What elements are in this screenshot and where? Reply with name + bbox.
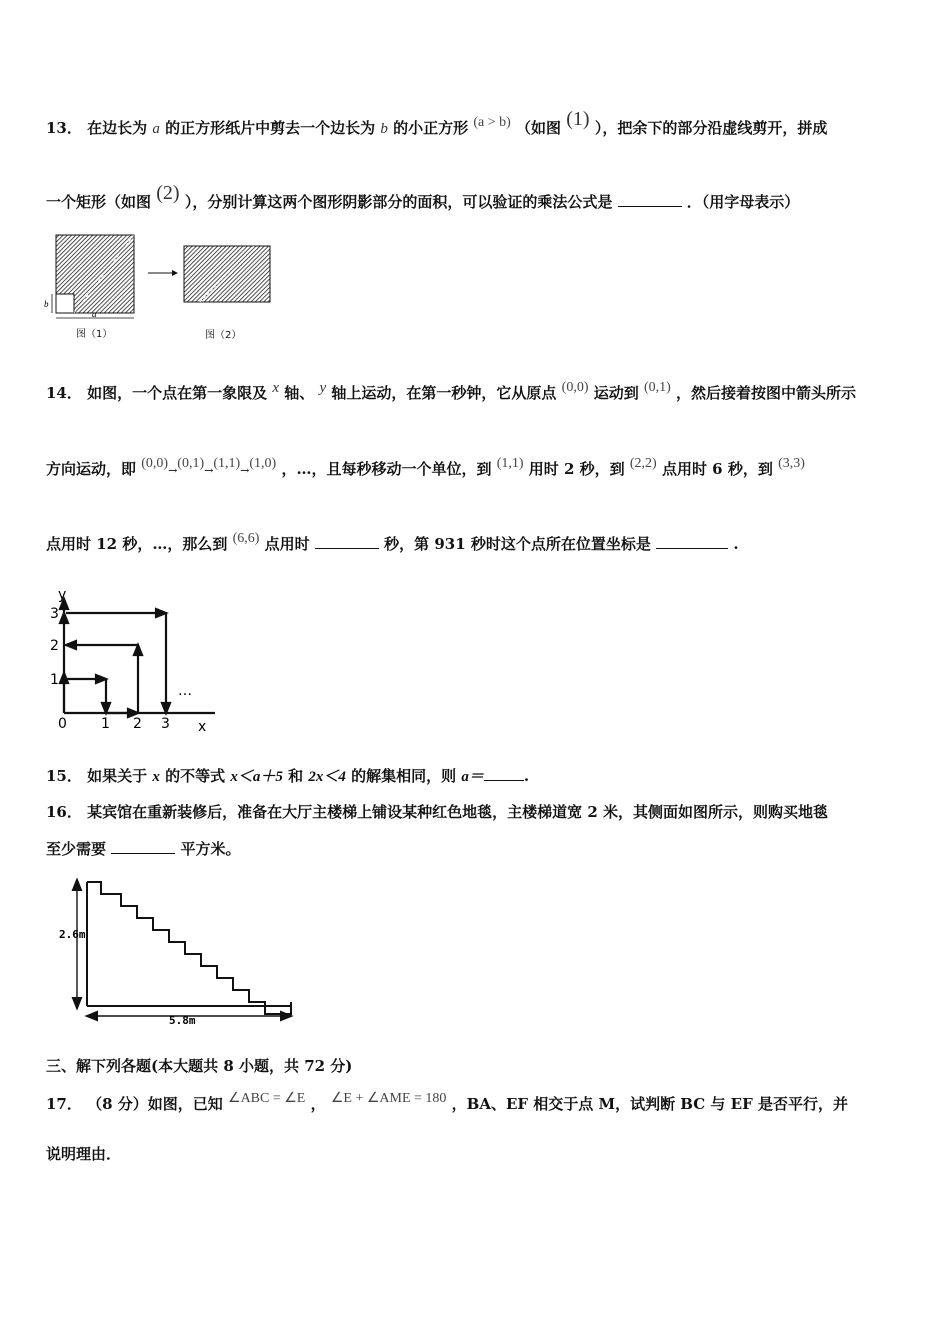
stair-height-label: 2.6m — [59, 928, 86, 941]
graph-y-tick-2: 2 — [50, 638, 59, 654]
q16-number: 16． — [46, 803, 82, 821]
stair-width-label: 5.8m — [169, 1014, 196, 1026]
q13-number: 13． — [46, 119, 82, 137]
figure-2-caption: 图（2） — [205, 330, 242, 341]
graph-y-tick-1: 1 — [50, 672, 59, 688]
q14-number: 14． — [46, 384, 82, 402]
q14-line2: 方向运动，即 (0,0)→(0,1)→(1,1)→(1,0) ，…，且每秒移动一个单位，到 (1,1) 用时 2 秒，到 (2,2) 点用时 6 秒，到 (3,3) — [46, 456, 805, 478]
q15-number: 15． — [46, 767, 82, 785]
q14-path-graph — [50, 585, 225, 735]
q13-answer-blank[interactable] — [618, 192, 682, 207]
q16-line2: 至少需要 平方米。 — [46, 840, 241, 858]
graph-y-tick-3: 3 — [50, 606, 59, 622]
q17-number: 17． — [46, 1095, 82, 1113]
q15-line: 15． 如果关于 x 的不等式 x＜a＋5 和 2x＜4 的解集相同，则 a＝ . — [46, 767, 530, 785]
graph-y-label: y — [58, 587, 67, 603]
graph-x-label: x — [198, 719, 207, 735]
q14-answer-blank-1[interactable] — [315, 534, 379, 549]
q15-answer-blank[interactable] — [484, 766, 524, 781]
graph-x-tick-3: 3 — [161, 716, 170, 732]
arrow-icon — [148, 270, 178, 276]
q16-staircase-figure — [55, 878, 300, 1026]
fig1-label-b: b — [44, 299, 49, 309]
q16-answer-blank[interactable] — [111, 839, 175, 854]
graph-ellipsis: … — [178, 683, 192, 699]
graph-x-tick-1: 1 — [101, 716, 110, 732]
figure-2-rectangle — [184, 246, 270, 302]
graph-x-tick-0: 0 — [58, 716, 67, 732]
graph-x-tick-2: 2 — [133, 716, 142, 732]
q14-line3: 点用时 12 秒，…，那么到 (6,6) 点用时 秒，第 931 秒时这个点所在位置坐标是 . — [46, 531, 739, 553]
figure-1-square — [44, 235, 134, 319]
q13-line2: 一个矩形（如图 (2) ），分别计算这两个图形阴影部分的面积，可以验证的乘法公式是 ．（用字母表示） — [46, 182, 800, 211]
q14-line1: 14． 如图，一个点在第一象限及 x 轴、 y 轴上运动，在第一秒钟，它从原点 (0,0) 运动到 (0,1) ，然后接着按图中箭头所示 — [46, 380, 857, 402]
section-3-title: 三、解下列各题(本大题共 8 小题，共 72 分) — [46, 1057, 353, 1075]
q14-answer-blank-2[interactable] — [656, 534, 728, 549]
q17-line2: 说明理由． — [46, 1145, 122, 1163]
fig1-label-a: a — [92, 309, 97, 319]
q16-line1: 16． 某宾馆在重新装修后，准备在大厅主楼梯上铺设某种红色地毯，主楼梯道宽 2 米，其侧面如图所示，则购买地毯 — [46, 803, 828, 821]
figure-1-caption: 图（1） — [76, 329, 113, 340]
q13-line1: 13． 在边长为 a 的正方形纸片中剪去一个边长为 b 的小正方形 (a > b) （如图 (1) ），把余下的部分沿虚线剪开，拼成 — [46, 108, 828, 137]
q17-line1: 17． （8 分）如图，已知 ∠ABC = ∠E ， ∠E + ∠AME = 180 ，BA、EF 相交于点 M，试判断 BC 与 EF 是否平行，并 — [46, 1091, 848, 1113]
